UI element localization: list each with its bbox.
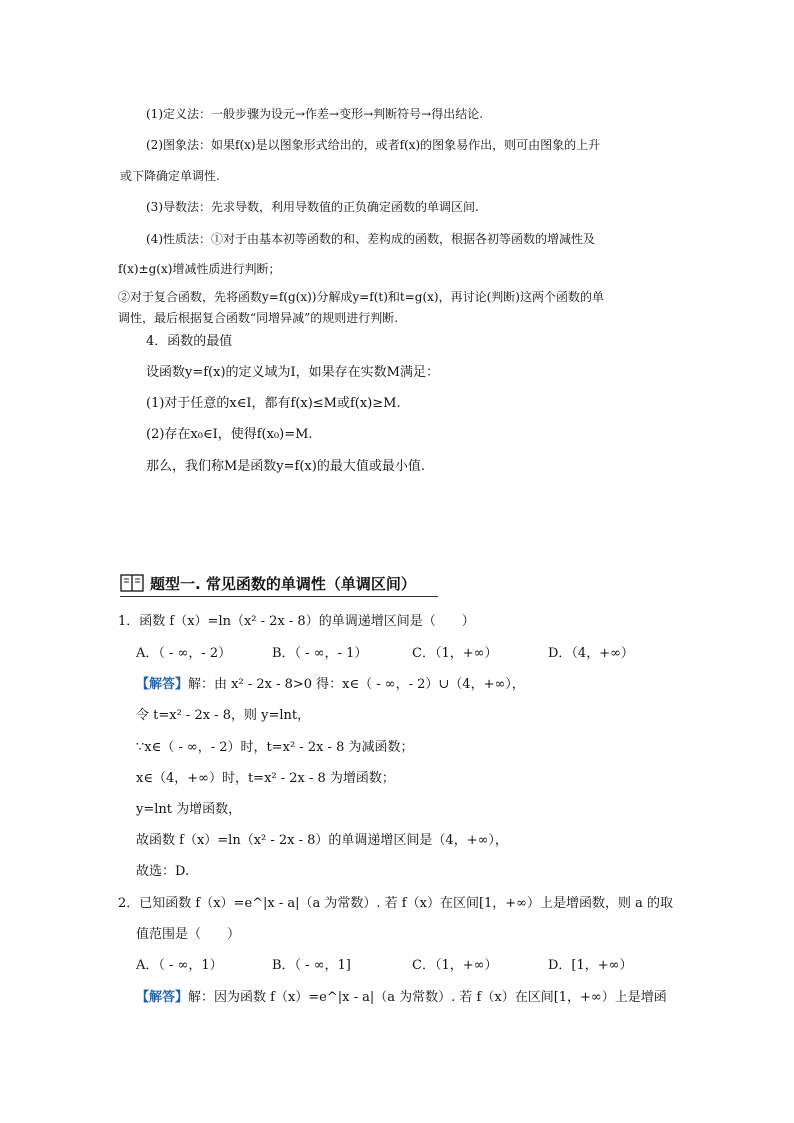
extreme-condition-1: (1)对于任意的x∈I，都有f(x)≤M或f(x)≥M. [146, 396, 401, 411]
q1-stem: 1．函数 f（x）=ln（x² - 2x - 8）的单调递增区间是（ ） [118, 614, 475, 629]
method-property-1: (4)性质法：①对于由基本初等函数的和、差构成的函数，根据各初等函数的增减性及 [146, 232, 596, 246]
q1-answer-line-4: x∈（4，+∞）时，t=x² - 2x - 8 为增函数； [136, 771, 395, 786]
book-icon [120, 573, 144, 593]
answer-tag: 【解答】 [136, 990, 189, 1005]
q2-option-b: B．（ - ∞，1] [272, 958, 351, 973]
answer-tag: 【解答】 [136, 677, 189, 692]
method-property-3: ②对于复合函数，先将函数y=f(g(x))分解成y=f(t)和t=g(x)，再讨论(判断)这两个函数的单 [118, 290, 604, 304]
q1-answer-line-7: 故选：D. [136, 864, 190, 879]
section-title: 题型一. 常见函数的单调性（单调区间） [150, 575, 416, 593]
q2-answer-text-1: 解：因为函数 f（x）=e^|x - a|（a 为常数）. 若 f（x）在区间[1，+∞）上是增函 [188, 990, 667, 1005]
q1-answer-line-6: 故函数 f（x）=ln（x² - 2x - 8）的单调递增区间是（4，+∞）， [136, 833, 508, 848]
q1-option-b: B．（ - ∞，- 1） [272, 646, 368, 661]
q1-option-a: A．（ - ∞，- 2） [136, 646, 232, 661]
extreme-conclusion: 那么，我们称M是函数y=f(x)的最大值或最小值. [146, 459, 425, 474]
q1-option-d: D．（4，+∞） [548, 646, 634, 661]
q1-answer-line-2: 令 t=x² - 2x - 8，则 y=lnt， [136, 708, 311, 723]
method-graph-2: 或下降确定单调性. [120, 169, 220, 183]
q2-option-d: D．[1，+∞） [548, 958, 633, 973]
extreme-condition-2: (2)存在x₀∈I，使得f(x₀)=M. [146, 427, 313, 442]
q2-option-c: C．（1，+∞） [412, 958, 498, 973]
method-property-4: 调性，最后根据复合函数“同增异减”的规则进行判断. [118, 311, 399, 325]
q1-answer-line-3: ∵x∈（ - ∞，- 2）时，t=x² - 2x - 8 为减函数； [136, 740, 414, 755]
q2-stem-1: 2．已知函数 f（x）=e^|x - a|（a 为常数）. 若 f（x）在区间[1，+∞）上是增函数，则 a 的取 [118, 896, 674, 911]
section-heading [120, 570, 438, 597]
method-graph-1: (2)图象法：如果f(x)是以图象形式给出的，或者f(x)的图象易作出，则可由图象的上升 [146, 138, 601, 152]
q1-answer-line-1 [136, 677, 525, 693]
method-derivative: (3)导数法：先求导数，利用导数值的正负确定函数的单调区间. [146, 200, 479, 214]
q1-option-c: C．（1，+∞） [412, 646, 498, 661]
method-definition: (1)定义法：一般步骤为设元→作差→变形→判断符号→得出结论. [146, 107, 484, 121]
q2-option-a: A．（ - ∞，1） [136, 958, 223, 973]
q2-answer-line-1 [136, 990, 667, 1006]
q2-stem-2: 值范围是（ ） [136, 927, 241, 942]
method-property-2: f(x)±g(x)增减性质进行判断； [118, 262, 281, 276]
q1-answer-line-5: y=lnt 为增函数， [136, 802, 242, 817]
q1-answer-text-1: 解：由 x² - 2x - 8>0 得：x∈（ - ∞，- 2）∪（4，+∞）， [188, 677, 525, 692]
extreme-intro: 设函数y=f(x)的定义域为I，如果存在实数M满足： [146, 365, 439, 380]
extreme-heading: 4．函数的最值 [146, 334, 233, 349]
